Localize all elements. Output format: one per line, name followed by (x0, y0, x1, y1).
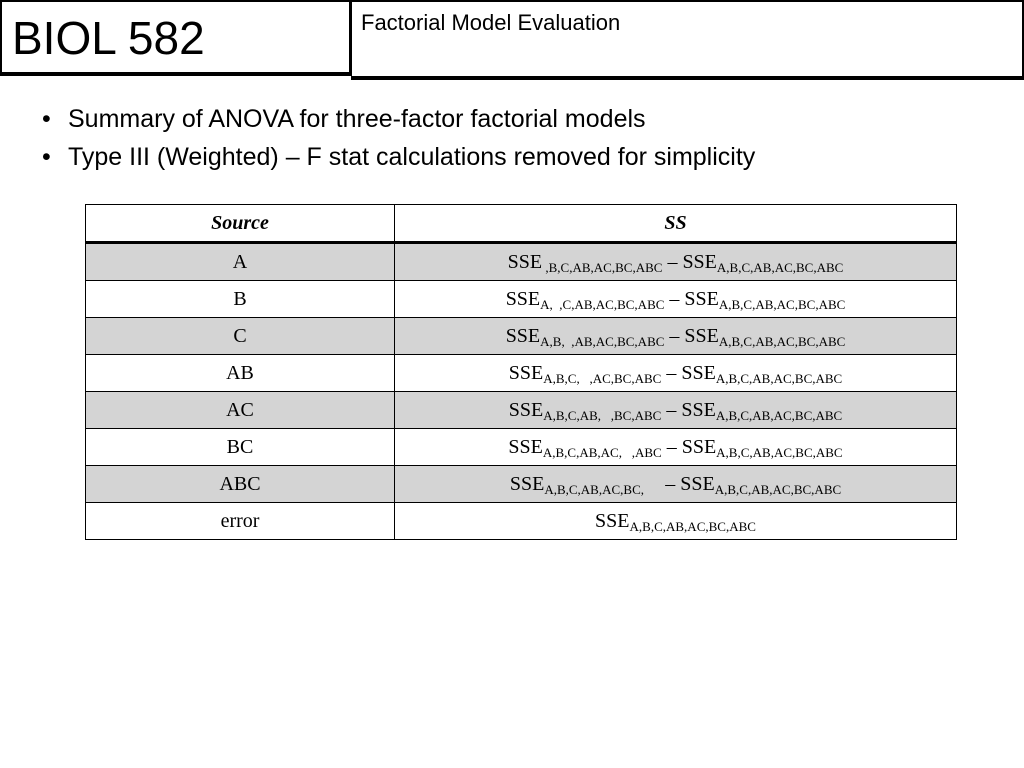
sse-term: SSE (509, 472, 545, 495)
ss-cell (395, 392, 957, 429)
topic-title-box (351, 0, 1024, 80)
source-cell: C (86, 318, 395, 355)
table-row (86, 429, 957, 466)
ss-expression (508, 435, 843, 460)
reduced-model-subscript: A,B,C,AB,AC,BC,ABC (716, 259, 844, 275)
reduced-model-subscript: A,B,C,AB,AC,BC,ABC (715, 370, 843, 386)
minus-operator: – (661, 435, 682, 458)
sse-term: SSE (684, 287, 719, 310)
source-cell: B (86, 281, 395, 318)
sse-term: SSE (508, 398, 544, 421)
full-model-subscript: A,B,C,AB,AC,BC,ABC (629, 518, 756, 534)
ss-cell (395, 318, 957, 355)
table-header-row (86, 205, 957, 243)
ss-expression (508, 361, 843, 386)
ss-expression (505, 324, 846, 349)
source-cell: A (86, 243, 395, 281)
ss-expression (595, 509, 756, 534)
sse-term: SSE (684, 324, 719, 347)
sse-term: SSE (508, 361, 544, 384)
table-row (86, 355, 957, 392)
sse-term: SSE (681, 398, 716, 421)
table-row (86, 318, 957, 355)
table-row (86, 243, 957, 281)
ss-expression (505, 287, 846, 312)
sse-term: SSE (681, 435, 717, 458)
source-cell: BC (86, 429, 395, 466)
bullet-text: Summary of ANOVA for three-factor factorial models (68, 105, 646, 133)
source-cell: error (86, 503, 395, 540)
full-model-subscript: A,B,C,AB,AC, ,ABC (542, 444, 662, 460)
header-source: Source (86, 205, 395, 243)
ss-expression (508, 398, 843, 423)
sse-term: SSE (507, 250, 543, 273)
bullet-icon: • (42, 143, 51, 171)
source-cell: ABC (86, 466, 395, 503)
ss-expression (507, 250, 844, 275)
reduced-model-subscript: A,B,C,AB,AC,BC,ABC (716, 444, 843, 460)
source-cell: AC (86, 392, 395, 429)
ss-cell (395, 281, 957, 318)
full-model-subscript: ,B,C,AB,AC,BC,ABC (542, 259, 663, 275)
course-title: BIOL 582 (12, 12, 205, 64)
ss-expression (509, 472, 842, 497)
reduced-model-subscript: A,B,C,AB,AC,BC,ABC (714, 481, 842, 497)
sse-term: SSE (595, 509, 630, 532)
full-model-subscript: A,B,C,AB,AC,BC, (544, 481, 661, 497)
bullet-icon: • (42, 105, 51, 133)
table-row (86, 466, 957, 503)
topic-title: Factorial Model Evaluation (361, 10, 621, 35)
table-row (86, 281, 957, 318)
full-model-subscript: A,B, ,AB,AC,BC,ABC (540, 333, 665, 349)
bullet-item (42, 138, 755, 176)
ss-cell (395, 243, 957, 281)
sse-term: SSE (508, 435, 543, 458)
table-row (86, 503, 957, 540)
ss-cell (395, 466, 957, 503)
minus-operator: – (661, 361, 682, 384)
bullet-list (42, 100, 755, 176)
bullet-text: Type III (Weighted) – F stat calculations removed for simplicity (68, 143, 756, 171)
ss-cell (395, 503, 957, 540)
reduced-model-subscript: A,B,C,AB,AC,BC,ABC (715, 407, 843, 423)
minus-operator: – (664, 287, 685, 310)
course-title-box (0, 0, 352, 76)
minus-operator: – (664, 324, 685, 347)
reduced-model-subscript: A,B,C,AB,AC,BC,ABC (718, 296, 846, 312)
reduced-model-subscript: A,B,C,AB,AC,BC,ABC (718, 333, 846, 349)
ss-cell (395, 355, 957, 392)
ss-cell (395, 429, 957, 466)
full-model-subscript: A,B,C, ,AC,BC,ABC (543, 370, 662, 386)
minus-operator: – (661, 398, 682, 421)
table-body (86, 243, 957, 540)
full-model-subscript: A, ,C,AB,AC,BC,ABC (540, 296, 665, 312)
anova-table (85, 204, 957, 540)
sse-term: SSE (681, 361, 716, 384)
full-model-subscript: A,B,C,AB, ,BC,ABC (543, 407, 662, 423)
bullet-item (42, 100, 755, 138)
minus-operator: – (660, 472, 681, 495)
table-row (86, 392, 957, 429)
header-ss: SS (395, 205, 957, 243)
sse-term: SSE (680, 472, 715, 495)
minus-operator: – (662, 250, 683, 273)
sse-term: SSE (505, 287, 541, 310)
sse-term: SSE (505, 324, 541, 347)
sse-term: SSE (682, 250, 717, 273)
source-cell: AB (86, 355, 395, 392)
